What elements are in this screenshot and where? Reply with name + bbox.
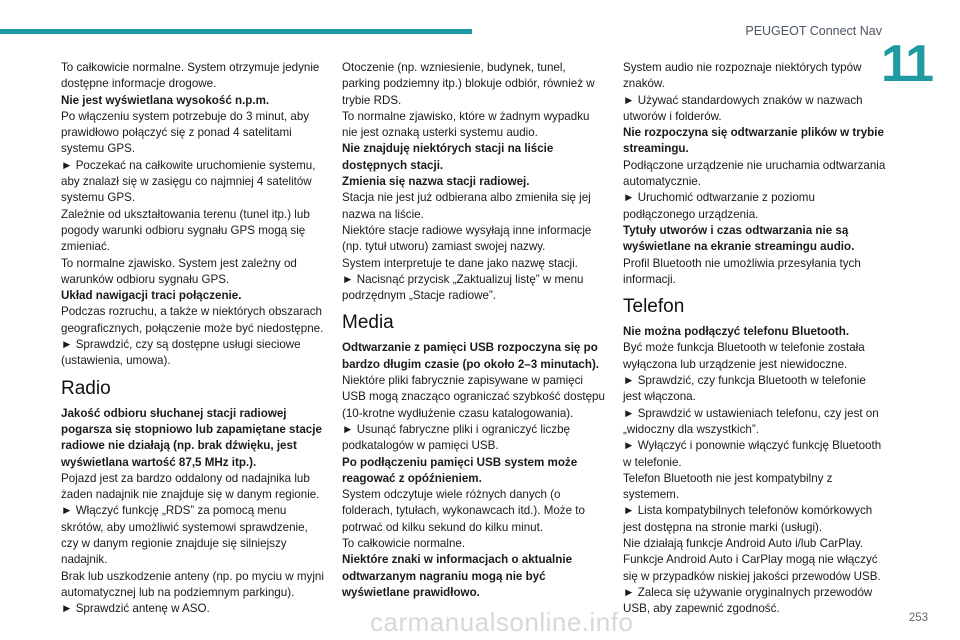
paragraph: System odczytuje wiele różnych danych (o folderach, tytułach, wykonawcach itd.). Może to potrwać od kilku sekund do kilku minut. — [342, 488, 585, 534]
paragraph: Brak lub uszkodzenie anteny (np. po myciu w myjni automatycznej lub na podziemnym parkingu). — [61, 569, 324, 599]
paragraph: ► Używać standardowych znaków w nazwach utworów i folderów. — [623, 93, 863, 123]
header-accent-bar — [0, 29, 472, 34]
paragraph: ► Usunąć fabryczne pliki i ograniczyć liczbę podkatalogów w pamięci USB. — [342, 422, 570, 453]
paragraph: System audio nie rozpoznaje niektórych typów znaków. — [623, 61, 862, 91]
paragraph: Pojazd jest za bardzo oddalony od nadajnika lub żaden nadajnik nie znajduje się w danym regionie. — [61, 471, 320, 502]
paragraph: ► Sprawdzić antenę w ASO. — [61, 602, 210, 616]
paragraph: ► Włączyć funkcję „RDS” za pomocą menu skrótów, aby umożliwić systemowi sprawdzenie, czy w danym regionie znajduje się silniejszy nadajnik. — [61, 504, 308, 567]
question-heading: Nie rozpoczyna się odtwarzanie plików w trybie streamingu. — [623, 126, 884, 156]
paragraph: ► Nacisnąć przycisk „Zaktualizuj listę” w menu podrzędnym „Stacje radiowe”. — [342, 272, 584, 303]
paragraph: To całkowicie normalne. System otrzymuje jedynie dostępne informacje drogowe. — [61, 61, 320, 91]
column-1 — [61, 60, 325, 618]
paragraph: System interpretuje te dane jako nazwę stacji. — [342, 256, 578, 270]
section-heading: Telefon — [623, 296, 685, 318]
paragraph: To normalne zjawisko. System jest zależny od warunków odbioru sygnału GPS. — [61, 256, 297, 286]
paragraph: ► Sprawdzić w ustawieniach telefonu, czy jest on „widoczny dla wszystkich”. — [623, 406, 879, 436]
paragraph: ► Wyłączyć i ponownie włączyć funkcję Bluetooth w telefonie. — [623, 439, 882, 469]
paragraph: ► Lista kompatybilnych telefonów komórkowych jest dostępna na stronie marki (usługi). — [623, 504, 873, 534]
question-heading: Jakość odbioru słuchanej stacji radiowej pogarsza się stopniowo lub zapamiętane stacje radiowe nie działają (np. brak dźwięku, jest wyświetlana wartość 87,5 MHz itp.). — [61, 406, 322, 469]
watermark: carmanualsonline.info — [370, 607, 634, 637]
paragraph: Telefon Bluetooth nie jest kompatybilny z systemem. — [623, 471, 833, 502]
paragraph: Podczas rozruchu, a także w niektórych obszarach geograficznych, połączenie może być niedostępne. — [61, 305, 324, 335]
question-heading: Niektóre znaki w informacjach o aktualnie odtwarzanym nagraniu mogą nie być wyświetlane prawidłowo. — [342, 553, 573, 599]
paragraph: Otoczenie (np. wzniesienie, budynek, tunel, parking podziemny itp.) blokuje odbiór, również w trybie RDS. — [342, 61, 595, 107]
paragraph: ► Poczekać na całkowite uruchomienie systemu, aby znalazł się w zasięgu co najmniej 4 satelitów systemu GPS. — [61, 158, 316, 205]
paragraph: Profil Bluetooth nie umożliwia przesyłania tych informacji. — [623, 256, 861, 286]
paragraph: ► Sprawdzić, czy funkcja Bluetooth w telefonie jest włączona. — [623, 374, 866, 404]
section-heading: Media — [342, 312, 394, 334]
paragraph: Niektóre pliki fabrycznie zapisywane w pamięci USB mogą znacząco ograniczać szybkość dostępu (10-krotne wydłużenie czasu katalogowania). — [342, 374, 605, 420]
paragraph: Stacja nie jest już odbierana albo zmieniła się jej nazwa na liście. — [342, 191, 591, 221]
question-heading: Zmienia się nazwa stacji radiowej. — [342, 175, 530, 189]
column-3 — [623, 60, 887, 618]
paragraph: To całkowicie normalne. — [342, 537, 466, 551]
page-number: 253 — [908, 612, 928, 624]
paragraph: Po włączeniu system potrzebuje do 3 minut, aby prawidłowo połączyć się z ponad 4 satelitami systemu GPS. — [61, 109, 310, 156]
paragraph: Zależnie od ukształtowania terenu (tunel itp.) lub pogody warunki odbioru sygnału GPS mogą się zmieniać. — [61, 207, 310, 254]
question-heading: Tytuły utworów i czas odtwarzania nie są wyświetlane na ekranie streamingu audio. — [623, 223, 855, 254]
paragraph: Podłączone urządzenie nie uruchamia odtwarzania automatycznie. — [623, 158, 886, 189]
paragraph: Niektóre stacje radiowe wysyłają inne informacje (np. tytuł utworu) zamiast swojej nazwy. — [342, 223, 592, 254]
question-heading: Nie znajduję niektórych stacji na liście dostępnych stacji. — [342, 142, 554, 172]
paragraph: ► Uruchomić odtwarzanie z poziomu podłączonego urządzenia. — [623, 191, 815, 221]
question-heading: Po podłączeniu pamięci USB system może reagować z opóźnieniem. — [342, 455, 578, 485]
paragraph: ► Sprawdzić, czy są dostępne usługi sieciowe (ustawienia, umowa). — [61, 338, 301, 368]
question-heading: Układ nawigacji traci połączenie. — [61, 289, 242, 303]
paragraph: Nie działają funkcje Android Auto i/lub CarPlay. — [623, 537, 864, 551]
column-2 — [342, 60, 606, 601]
question-heading: Odtwarzanie z pamięci USB rozpoczyna się po bardzo długim czasie (po około 2–3 minutach). — [342, 341, 600, 371]
question-heading: Nie jest wyświetlana wysokość n.p.m. — [61, 93, 270, 107]
paragraph: Funkcje Android Auto i CarPlay mogą nie włączyć się w przypadków niskiej jakości przewodów USB. — [623, 553, 881, 583]
paragraph: To normalne zjawisko, które w żadnym wypadku nie jest oznaką usterki systemu audio. — [342, 109, 590, 140]
running-header: PEUGEOT Connect Nav — [745, 24, 882, 38]
section-heading: Radio — [61, 377, 111, 399]
paragraph: Być może funkcja Bluetooth w telefonie została wyłączona lub urządzenie jest niewidoczne. — [623, 341, 865, 371]
paragraph: ► Zaleca się używanie oryginalnych przewodów USB, aby zapewnić zgodność. — [623, 585, 873, 616]
chapter-number: 11 — [881, 35, 932, 93]
question-heading: Nie można podłączyć telefonu Bluetooth. — [623, 325, 850, 339]
